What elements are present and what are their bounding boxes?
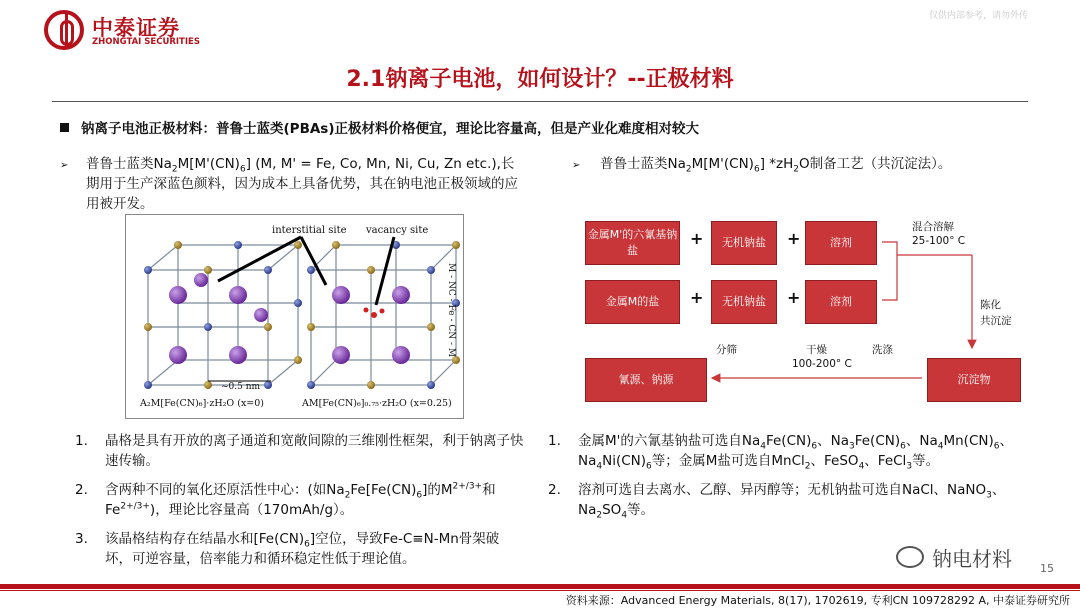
list-item: 3. 该晶格结构存在结晶水和$[Fe(CN)_6]$空位，导致Fe-C≡N-Mn骨架破坏，可逆容量，倍率能力和循环稳定性低于理论值。 — [75, 531, 500, 567]
arrow-bullet-icon: ➢ — [572, 160, 581, 171]
source-citation: 资料来源：Advanced Energy Materials, 8(17), 1702619, 专利CN 109728292 A, 中泰证券研究所 — [565, 594, 1070, 607]
coprecipitation-label: 共沉淀 — [980, 315, 1012, 327]
sieve-label: 分筛 — [716, 344, 737, 356]
flow-box-metal-salt: 金属M的盐 — [585, 280, 680, 324]
plus-sign: + — [787, 288, 801, 307]
right-intro-text: 普鲁士蓝类$Na_2M[M'(CN)_6]$ $*zH_2O$制备工艺（共沉淀法）。 — [600, 156, 952, 175]
side-chain-label: M - NC - Fe - CN - M — [446, 263, 456, 358]
slide-title: 2.1钠离子电池，如何设计？--正极材料 — [346, 67, 734, 92]
scale-label: ~0.5 nm — [221, 382, 261, 392]
dry-label: 干燥 — [806, 344, 827, 356]
flow-box-hexacyanide-salt: 金属M'的六氰基钠盐 — [585, 221, 680, 265]
wechat-icon — [896, 546, 924, 568]
right-numbered-list — [548, 431, 1028, 529]
flow-box-inorganic-sodium-salt: 无机钠盐 — [711, 221, 777, 265]
list-item: 2. 含两种不同的氧化还原活性中心：(如$Na_2Fe[Fe(CN)_6]$的$M^{2+/3+}$和$Fe^{2+/3+}$)，理论比容量高（170mAh/g）。 — [75, 481, 496, 518]
flow-box-inorganic-sodium-salt-2: 无机钠盐 — [711, 280, 777, 324]
footer-bar — [0, 584, 1080, 589]
wash-label: 洗涤 — [872, 344, 893, 356]
caption-left: A₂M[Fe(CN)₆]·zH₂O (x=0) — [140, 398, 265, 409]
list-item: 1. 金属M'的六氰基钠盐可选自$Na_4Fe(CN)_6$、$Na_3Fe(CN)_6$、$Na_4Mn(CN)_6$、$Na_4Ni(CN)_6$等；金属M盐可选自MnCl$_2$、FeSO$_4$、FeCl$_3$等。 — [548, 433, 1013, 472]
list-item: 2. 溶剂可选自去离水、乙醇、异丙醇等；无机钠盐可选自NaCl、NaNO$_3$、$Na_2SO_4$等。 — [548, 482, 1006, 521]
mix-dissolve-label: 混合溶解 — [912, 221, 954, 233]
summary-text: 钠离子电池正极材料：普鲁士蓝类(PBAs)正极材料价格便宜，理论比容量高，但是产业化难度相对较大 — [81, 121, 700, 137]
watermark: 仅供内部参考，请勿外传 — [928, 11, 1028, 21]
wechat-account-tag: 钠电材料 — [896, 543, 1012, 572]
footer-line — [0, 590, 1080, 591]
list-item: 1. 晶格是具有开放的离子通道和宽敞间隙的三维刚性框架，利于钠离子快速传输。 — [75, 433, 524, 469]
flow-box-solvent-2: 溶剂 — [805, 280, 877, 324]
plus-sign: + — [690, 229, 704, 248]
flow-box-precipitate: 沉淀物 — [927, 358, 1021, 402]
mix-temp-label: 25-100° C — [912, 235, 966, 247]
flow-box-solvent: 溶剂 — [805, 221, 877, 265]
plus-sign: + — [690, 288, 704, 307]
logo-chinese-name: 中泰证券 — [92, 16, 180, 40]
aging-label: 陈化 — [980, 299, 1001, 311]
page-number: 15 — [1040, 562, 1054, 575]
caption-right: AM[Fe(CN)₆]₀.₇₅·zH₂O (x=0.25) — [302, 398, 452, 409]
logo-english-name: ZHONGTAI SECURITIES — [92, 37, 200, 47]
left-intro-text: 普鲁士蓝类$Na_2M[M'(CN)_6]$ (M, M' = Fe, Co, Mn, Ni, Cu, Zn etc.),长期用于生产深蓝色颜料，因为成本上具备优势，其在钠电池正极领域的应用被开发。 — [86, 156, 518, 212]
plus-sign: + — [787, 229, 801, 248]
flow-box-cyanide-sodium-source: 氰源、钠源 — [585, 358, 707, 402]
dry-temp-label: 100-200° C — [792, 358, 852, 370]
interstitial-site-label: interstitial site — [272, 225, 347, 236]
vacancy-site-label: vacancy site — [366, 225, 429, 236]
arrow-bullet-icon: ➢ — [60, 160, 69, 171]
